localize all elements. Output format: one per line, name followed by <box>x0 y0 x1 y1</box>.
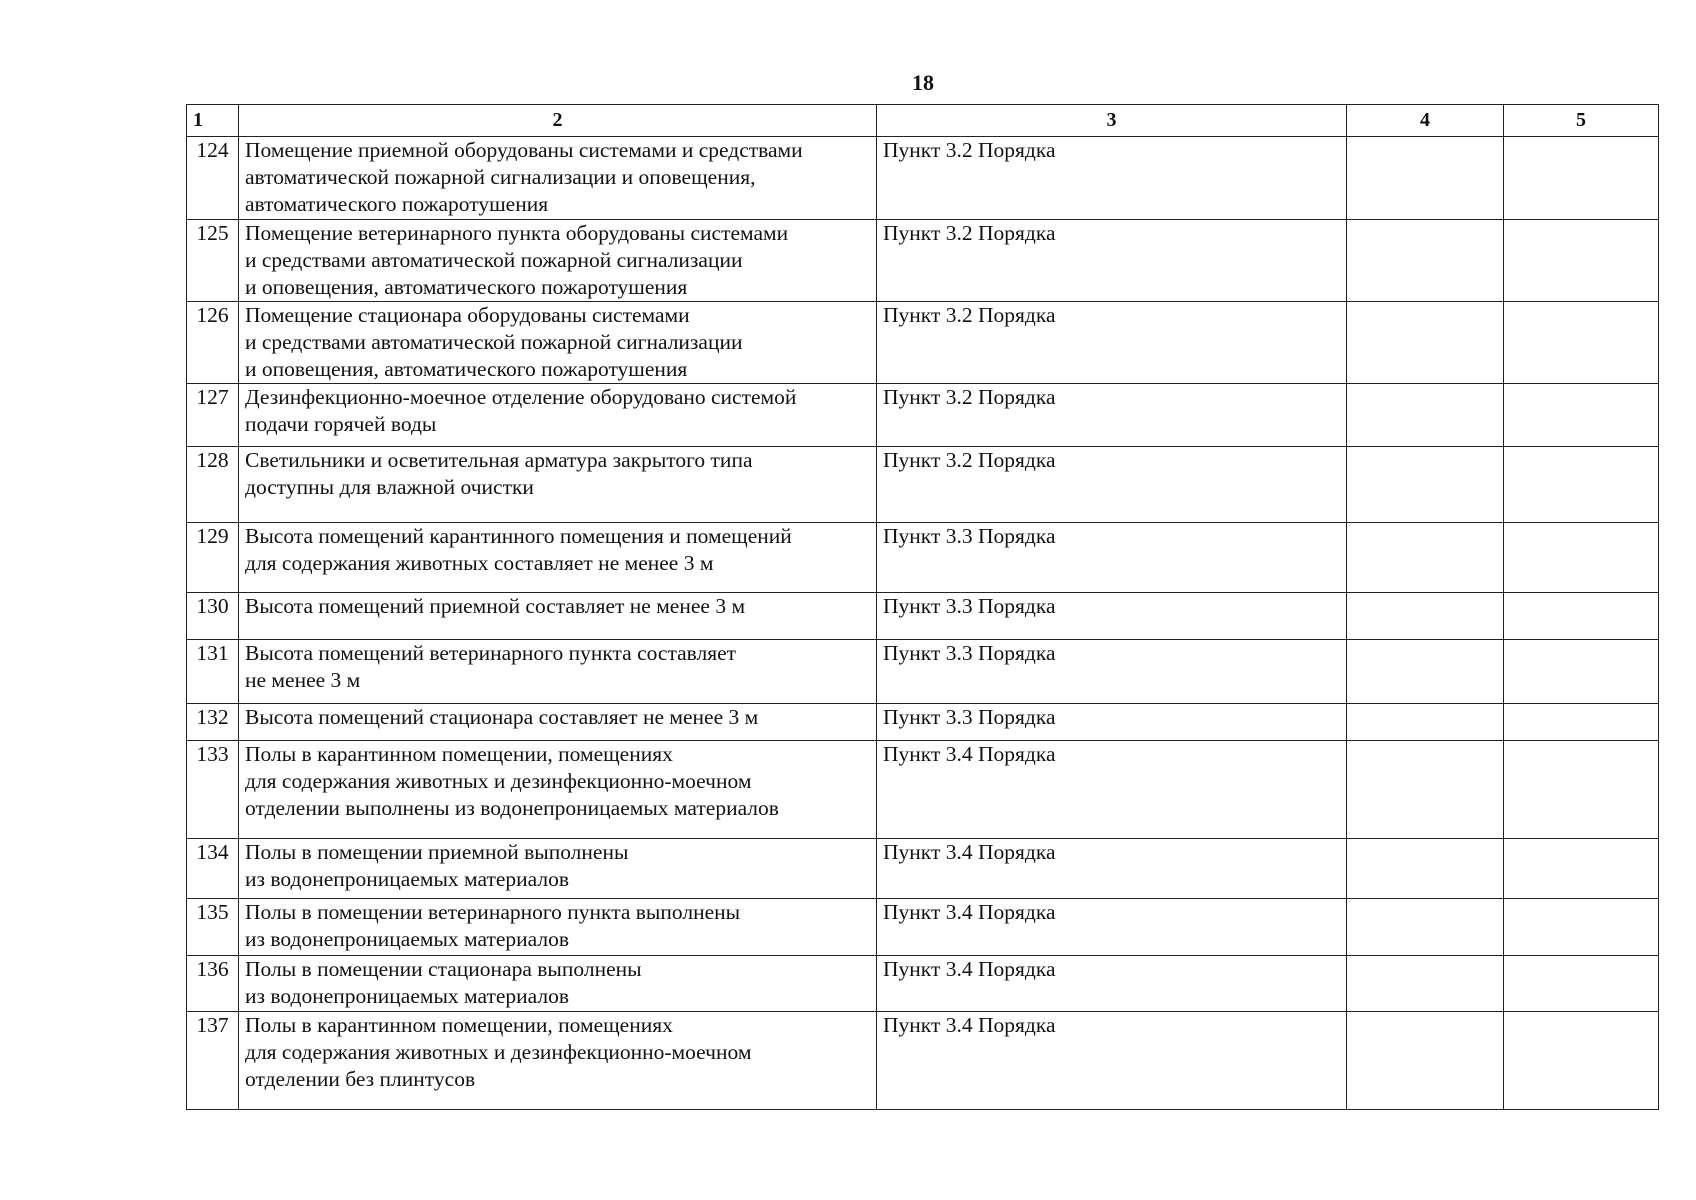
table-row <box>187 593 1659 640</box>
col-4-cell <box>1347 704 1504 741</box>
reference-text: Пункт 3.2 Порядка <box>877 137 1347 220</box>
row-number: 135 <box>187 899 239 956</box>
requirement-text: Полы в помещении ветеринарного пункта выполнены из водонепроницаемых материалов <box>239 899 877 956</box>
header-col-1: 1 <box>187 105 239 137</box>
col-4-cell <box>1347 593 1504 640</box>
requirement-text: Дезинфекционно-моечное отделение оборудовано системой подачи горячей воды <box>239 384 877 447</box>
reference-text: Пункт 3.2 Порядка <box>877 384 1347 447</box>
col-5-cell <box>1504 704 1659 741</box>
table-row <box>187 956 1659 1012</box>
row-number: 124 <box>187 137 239 220</box>
row-number: 134 <box>187 839 239 899</box>
reference-text: Пункт 3.4 Порядка <box>877 956 1347 1012</box>
col-4-cell <box>1347 447 1504 523</box>
reference-text: Пункт 3.2 Порядка <box>877 302 1347 384</box>
reference-text: Пункт 3.4 Порядка <box>877 741 1347 839</box>
table-row <box>187 839 1659 899</box>
col-5-cell <box>1504 523 1659 593</box>
table-row <box>187 447 1659 523</box>
table-row <box>187 640 1659 704</box>
table-row <box>187 220 1659 302</box>
table-row <box>187 523 1659 593</box>
row-number: 133 <box>187 741 239 839</box>
col-4-cell <box>1347 523 1504 593</box>
row-number: 130 <box>187 593 239 640</box>
col-4-cell <box>1347 956 1504 1012</box>
requirement-text: Полы в помещении стационара выполнены из водонепроницаемых материалов <box>239 956 877 1012</box>
col-5-cell <box>1504 640 1659 704</box>
header-col-3: 3 <box>877 105 1347 137</box>
table-row <box>187 384 1659 447</box>
requirement-text: Помещение приемной оборудованы системами и средствами автоматической пожарной сигнализации и оповещения, автоматического пожаротушения <box>239 137 877 220</box>
row-number: 127 <box>187 384 239 447</box>
header-row <box>187 105 1659 137</box>
reference-text: Пункт 3.3 Порядка <box>877 704 1347 741</box>
header-col-5: 5 <box>1504 105 1659 137</box>
col-4-cell <box>1347 302 1504 384</box>
header-col-2: 2 <box>239 105 877 137</box>
requirement-text: Высота помещений ветеринарного пункта составляет не менее 3 м <box>239 640 877 704</box>
requirement-text: Полы в карантинном помещении, помещениях для содержания животных и дезинфекционно-моечном отделении выполнены из водонепроницаемых материалов <box>239 741 877 839</box>
header-col-4: 4 <box>1347 105 1504 137</box>
row-number: 136 <box>187 956 239 1012</box>
table-row <box>187 704 1659 741</box>
table-row <box>187 741 1659 839</box>
table-body <box>187 137 1659 1110</box>
row-number: 131 <box>187 640 239 704</box>
requirement-text: Высота помещений приемной составляет не менее 3 м <box>239 593 877 640</box>
row-number: 128 <box>187 447 239 523</box>
requirement-text: Помещение ветеринарного пункта оборудованы системами и средствами автоматической пожарной сигнализации и оповещения, автоматического пожаротушения <box>239 220 877 302</box>
requirement-text: Высота помещений карантинного помещения и помещений для содержания животных составляет не менее 3 м <box>239 523 877 593</box>
reference-text: Пункт 3.4 Порядка <box>877 899 1347 956</box>
col-5-cell <box>1504 839 1659 899</box>
requirement-text: Высота помещений стационара составляет не менее 3 м <box>239 704 877 741</box>
col-5-cell <box>1504 1012 1659 1110</box>
col-5-cell <box>1504 447 1659 523</box>
requirement-text: Полы в карантинном помещении, помещениях для содержания животных и дезинфекционно-моечном отделении без плинтусов <box>239 1012 877 1110</box>
reference-text: Пункт 3.3 Порядка <box>877 523 1347 593</box>
col-5-cell <box>1504 956 1659 1012</box>
table-row <box>187 137 1659 220</box>
reference-text: Пункт 3.3 Порядка <box>877 640 1347 704</box>
col-4-cell <box>1347 899 1504 956</box>
col-4-cell <box>1347 1012 1504 1110</box>
page-number <box>0 70 1696 96</box>
col-5-cell <box>1504 741 1659 839</box>
col-5-cell <box>1504 384 1659 447</box>
reference-text: Пункт 3.2 Порядка <box>877 220 1347 302</box>
col-5-cell <box>1504 220 1659 302</box>
col-4-cell <box>1347 137 1504 220</box>
col-4-cell <box>1347 220 1504 302</box>
requirement-text: Светильники и осветительная арматура закрытого типа доступны для влажной очистки <box>239 447 877 523</box>
col-4-cell <box>1347 384 1504 447</box>
table-row <box>187 1012 1659 1110</box>
requirements-table <box>186 104 1659 1110</box>
requirement-text: Помещение стационара оборудованы системами и средствами автоматической пожарной сигнализации и оповещения, автоматического пожаротушения <box>239 302 877 384</box>
col-4-cell <box>1347 640 1504 704</box>
reference-text: Пункт 3.3 Порядка <box>877 593 1347 640</box>
page-number-text: 18 <box>912 70 934 95</box>
row-number: 129 <box>187 523 239 593</box>
row-number: 126 <box>187 302 239 384</box>
row-number: 125 <box>187 220 239 302</box>
table-row <box>187 302 1659 384</box>
col-4-cell <box>1347 839 1504 899</box>
reference-text: Пункт 3.2 Порядка <box>877 447 1347 523</box>
requirement-text: Полы в помещении приемной выполнены из водонепроницаемых материалов <box>239 839 877 899</box>
reference-text: Пункт 3.4 Порядка <box>877 839 1347 899</box>
col-5-cell <box>1504 137 1659 220</box>
row-number: 137 <box>187 1012 239 1110</box>
row-number: 132 <box>187 704 239 741</box>
table-row <box>187 899 1659 956</box>
col-5-cell <box>1504 302 1659 384</box>
col-4-cell <box>1347 741 1504 839</box>
table-header <box>187 105 1659 137</box>
col-5-cell <box>1504 593 1659 640</box>
col-5-cell <box>1504 899 1659 956</box>
reference-text: Пункт 3.4 Порядка <box>877 1012 1347 1110</box>
